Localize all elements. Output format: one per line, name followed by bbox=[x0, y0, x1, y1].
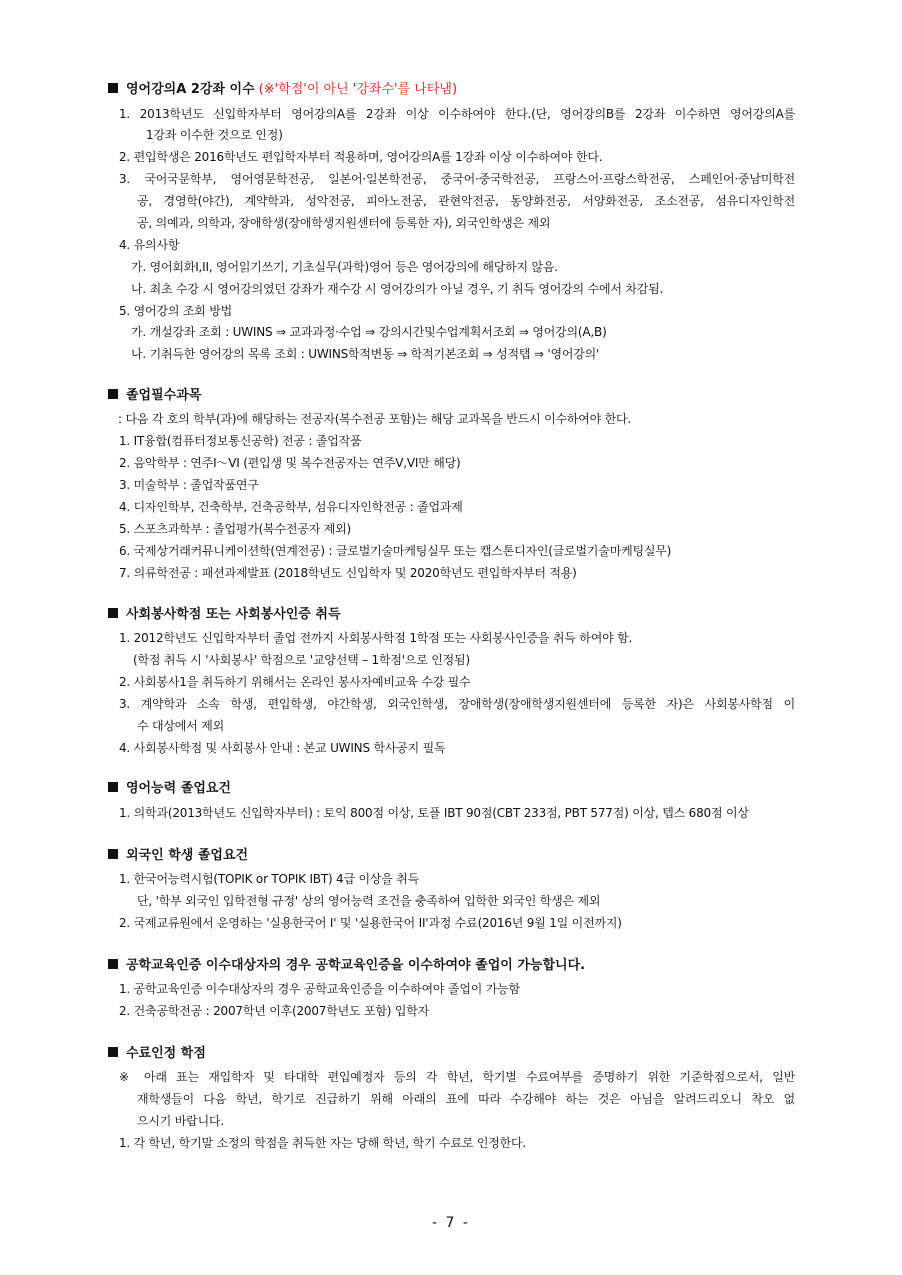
list-item: 으시기 바랍니다. bbox=[137, 1114, 224, 1128]
list-item: 나. 최초 수강 시 영어강의였던 강좌가 재수강 시 영어강의가 아닐 경우, 기 취득 영어강의 수에서 차감됨. bbox=[131, 282, 664, 296]
list-item: 5. 영어강의 조회 방법 bbox=[119, 304, 233, 318]
heading-text: 졸업필수과목 bbox=[126, 388, 202, 403]
square-bullet-icon bbox=[108, 83, 118, 93]
heading-text: 영어강의A 2강좌 이수 bbox=[126, 82, 255, 97]
heading-text: 영어능력 졸업요건 bbox=[126, 781, 231, 796]
square-bullet-icon bbox=[108, 608, 118, 618]
list-item: 2. 국제교류원에서 운영하는 '실용한국어 I' 및 '실용한국어 II'과정 수료(2016년 9월 1일 이전까지) bbox=[119, 916, 622, 930]
list-item: 3. 계약학과 소속 학생, 편입학생, 야간학생, 외국인학생, 장애학생(장애학생지원센터에 등록한 자)은 사회봉사학점 이 bbox=[119, 697, 795, 711]
section-heading-engineering-certification bbox=[108, 956, 585, 976]
section-heading-foreign-students bbox=[108, 846, 248, 866]
heading-text: 사회봉사학점 또는 사회봉사인증 취득 bbox=[126, 607, 341, 622]
list-item: 3. 국어국문학부, 영어영문학전공, 일본어·일본학전공, 중국어·중국학전공, 프랑스어·프랑스학전공, 스페인어·중남미학전 bbox=[119, 172, 795, 186]
list-item: 6. 국제상거래커뮤니케이션학(연계전공) : 글로벌기술마케팅실무 또는 캡스톤디자인(글로벌기술마케팅실무) bbox=[119, 544, 672, 558]
section-heading-social-service bbox=[108, 605, 341, 625]
heading-note: (※'학점'이 아닌 '강좌수'를 나타냄) bbox=[258, 82, 458, 97]
list-item: ※ 아래 표는 재입학자 및 타대학 편입예정자 등의 각 학년, 학기별 수료여부를 증명하기 위한 기준학점으로서, 일반 bbox=[119, 1070, 795, 1084]
list-item: 수 대상에서 제외 bbox=[137, 719, 224, 733]
list-item: 1. IT융합(컴퓨터정보통신공학) 전공 : 졸업작품 bbox=[119, 434, 362, 448]
list-item: 1. 2012학년도 신입학자부터 졸업 전까지 사회봉사학점 1학점 또는 사회봉사인증을 취득 하여야 함. bbox=[119, 631, 633, 645]
square-bullet-icon bbox=[108, 959, 118, 969]
list-item: 단, '학부 외국인 입학전형 규정' 상의 영어능력 조건을 충족하여 입학한 외국인 학생은 제외 bbox=[137, 894, 601, 908]
list-item: 재학생들이 다음 학년, 학기로 진급하기 위해 아래의 표에 따라 수강해야 하는 것은 아님을 알려드리오니 착오 없 bbox=[137, 1092, 795, 1106]
list-item: 1강좌 이수한 것으로 인정) bbox=[146, 128, 283, 142]
list-item: 4. 사회봉사학점 및 사회봉사 안내 : 본교 UWINS 학사공지 필독 bbox=[119, 741, 446, 755]
list-item: 3. 미술학부 : 졸업작품연구 bbox=[119, 478, 259, 492]
list-item: 1. 한국어능력시험(TOPIK or TOPIK IBT) 4급 이상을 취득 bbox=[119, 872, 420, 886]
list-item: 2. 사회봉사1을 취득하기 위해서는 온라인 봉사자예비교육 수강 필수 bbox=[119, 675, 471, 689]
list-item: 1. 의학과(2013학년도 신입학자부터) : 토익 800점 이상, 토플 IBT 90점(CBT 233점, PBT 577점) 이상, 텝스 680점 이상 bbox=[119, 806, 749, 820]
section-heading-english-lecture bbox=[108, 80, 457, 100]
heading-text: 수료인정 학점 bbox=[126, 1046, 206, 1061]
list-item: 1. 각 학년, 학기말 소정의 학점을 취득한 자는 당해 학년, 학기 수료로 인정한다. bbox=[119, 1136, 527, 1150]
list-item: 2. 음악학부 : 연주I～VI (편입생 및 복수전공자는 연주V,VI만 해당) bbox=[119, 456, 461, 470]
square-bullet-icon bbox=[108, 849, 118, 859]
list-item: : 다음 각 호의 학부(과)에 해당하는 전공자(복수전공 포함)는 해당 교과목을 반드시 이수하여야 한다. bbox=[118, 412, 632, 426]
list-item: 7. 의류학전공 : 패션과제발표 (2018학년도 신입학자 및 2020학년도 편입학자부터 적용) bbox=[119, 566, 577, 580]
list-item: 공, 의예과, 의학과, 장애학생(장애학생지원센터에 등록한 자), 외국인학생은 제외 bbox=[137, 216, 551, 230]
list-item: 1. 2013학년도 신입학자부터 영어강의A를 2강좌 이상 이수하여야 한다.(단, 영어강의B를 2강좌 이수하면 영어강의A를 bbox=[119, 107, 795, 121]
list-item: 4. 유의사항 bbox=[119, 238, 180, 252]
section-heading-completion-credits bbox=[108, 1044, 206, 1064]
list-item: 가. 개설강좌 조회 : UWINS ⇒ 교과과정·수업 ⇒ 강의시간및수업계획서조회 ⇒ 영어강의(A,B) bbox=[131, 325, 607, 339]
list-item: 2. 편입학생은 2016학년도 편입학자부터 적용하며, 영어강의A를 1강좌 이상 이수하여야 한다. bbox=[119, 150, 603, 164]
heading-text: 외국인 학생 졸업요건 bbox=[126, 848, 249, 863]
list-item: 가. 영어회화I,II, 영어읽기쓰기, 기초실무(과학)영어 등은 영어강의에 해당하지 않음. bbox=[131, 260, 558, 274]
list-item: 공, 경영학(야간), 계약학과, 성악전공, 피아노전공, 관현악전공, 동양화전공, 서양화전공, 조소전공, 섬유디자인학전 bbox=[137, 194, 795, 208]
square-bullet-icon bbox=[108, 389, 118, 399]
heading-text: 공학교육인증 이수대상자의 경우 공학교육인증을 이수하여야 졸업이 가능합니다. bbox=[126, 958, 586, 973]
page-number: - 7 - bbox=[432, 1215, 470, 1231]
list-item: (학점 취득 시 '사회봉사' 학점으로 '교양선택 – 1학점'으로 인정됨) bbox=[133, 653, 470, 667]
list-item: 5. 스포츠과학부 : 졸업평가(복수전공자 제외) bbox=[119, 522, 351, 536]
section-heading-english-ability bbox=[108, 779, 231, 799]
list-item: 1. 공학교육인증 이수대상자의 경우 공학교육인증을 이수하여야 졸업이 가능함 bbox=[119, 982, 520, 996]
list-item: 2. 건축공학전공 : 2007학년 이후(2007학년도 포함) 입학자 bbox=[119, 1004, 430, 1018]
square-bullet-icon bbox=[108, 782, 118, 792]
list-item: 나. 기취득한 영어강의 목록 조회 : UWINS학적변동 ⇒ 학적기본조회 ⇒ 성적탭 ⇒ '영어강의' bbox=[131, 347, 600, 361]
section-heading-required-courses bbox=[108, 386, 201, 406]
list-item: 4. 디자인학부, 건축학부, 건축공학부, 섬유디자인학전공 : 졸업과제 bbox=[119, 500, 463, 514]
square-bullet-icon bbox=[108, 1047, 118, 1057]
